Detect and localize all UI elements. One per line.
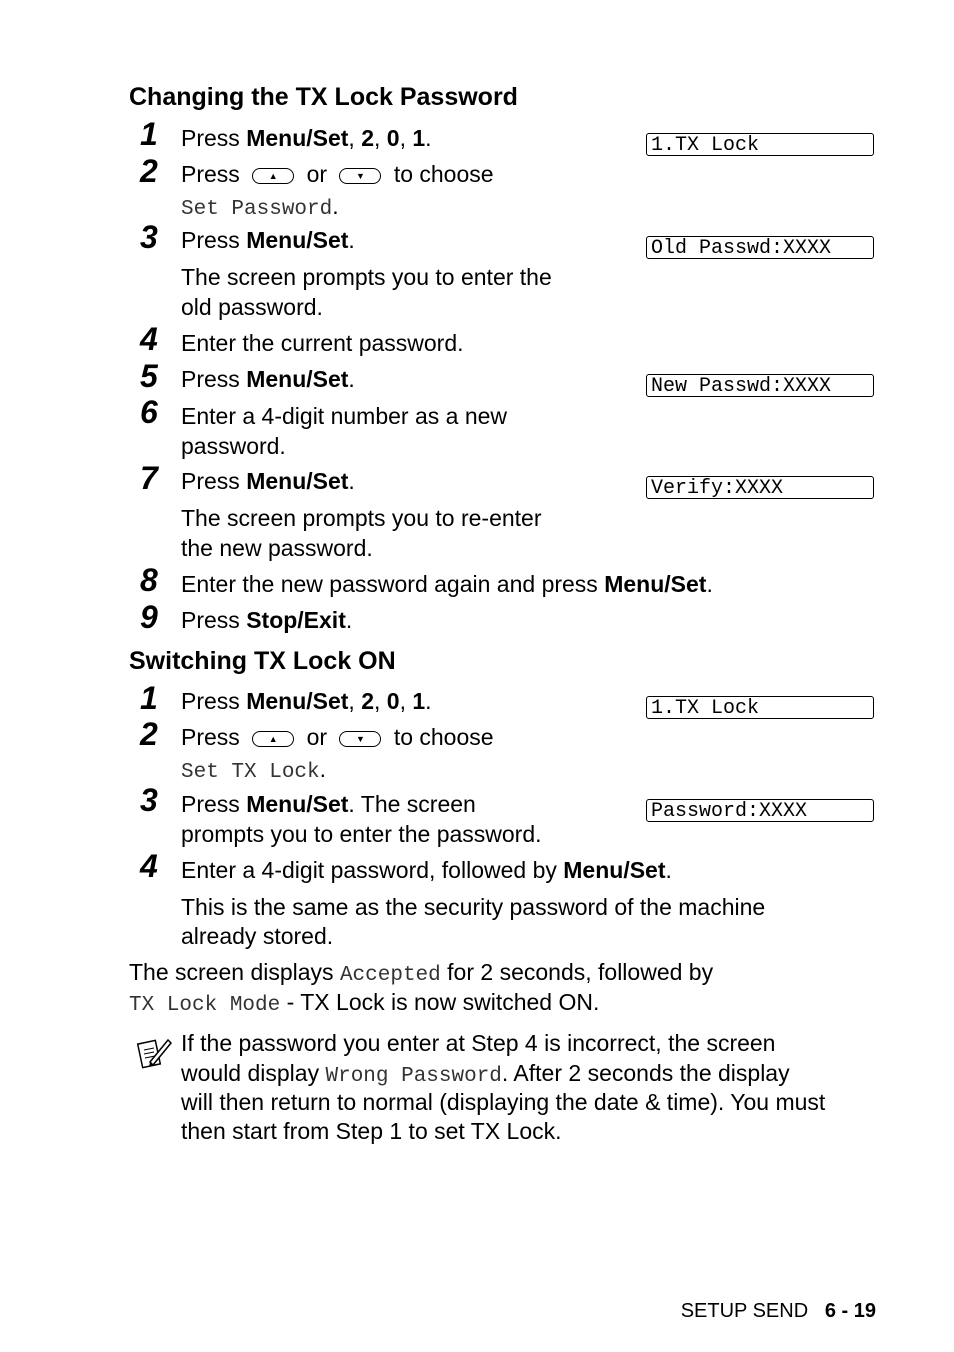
section-heading-switch-lock: Switching TX Lock ON bbox=[129, 647, 396, 675]
note-text: will then return to normal (displaying the date & time). You must bbox=[181, 1089, 826, 1115]
step-text: Press ▲ or ▼ to choose bbox=[181, 161, 494, 187]
lcd-display: 1.TX Lock bbox=[646, 133, 874, 156]
page-number: 6 - 19 bbox=[824, 1300, 876, 1322]
step-text: Press Menu/Set. bbox=[181, 468, 355, 494]
page-footer bbox=[681, 1300, 876, 1323]
step-text: password. bbox=[181, 433, 286, 459]
step-number: 6 bbox=[140, 394, 158, 430]
step-text: Press Menu/Set. The screen bbox=[181, 791, 476, 817]
step-text: Enter the new password again and press Menu/Set. bbox=[181, 571, 713, 597]
step-number: 4 bbox=[140, 321, 158, 357]
step-number: 3 bbox=[140, 782, 158, 818]
note-text: If the password you enter at Step 4 is incorrect, the screen bbox=[181, 1030, 776, 1056]
note-text: then start from Step 1 to set TX Lock. bbox=[181, 1118, 562, 1144]
step-number: 8 bbox=[140, 562, 158, 598]
step-text: Set Password. bbox=[181, 193, 339, 221]
pencil-note-icon bbox=[136, 1034, 174, 1072]
down-arrow-button-icon: ▼ bbox=[339, 168, 381, 184]
lcd-display: New Passwd:XXXX bbox=[646, 374, 874, 397]
step-note: already stored. bbox=[181, 923, 334, 949]
step-number: 2 bbox=[140, 716, 158, 752]
step-text: Enter a 4-digit number as a new bbox=[181, 403, 508, 429]
step-note: the new password. bbox=[181, 535, 373, 561]
step-text: Press Menu/Set, 2, 0, 1. bbox=[181, 688, 432, 714]
summary-text: The screen displays Accepted for 2 seconds, followed by bbox=[129, 959, 714, 987]
summary-text: TX Lock Mode - TX Lock is now switched ON. bbox=[129, 989, 600, 1017]
down-arrow-button-icon: ▼ bbox=[339, 731, 381, 747]
step-text: Enter a 4-digit password, followed by Menu/Set. bbox=[181, 857, 672, 883]
step-text: Press Menu/Set. bbox=[181, 366, 355, 392]
step-note: The screen prompts you to re-enter bbox=[181, 505, 542, 531]
section-heading-change-password: Changing the TX Lock Password bbox=[129, 83, 518, 111]
note-text: would display Wrong Password. After 2 seconds the display bbox=[181, 1060, 790, 1088]
step-text: Press Stop/Exit. bbox=[181, 607, 353, 633]
step-number: 1 bbox=[140, 116, 158, 152]
step-number: 2 bbox=[140, 153, 158, 189]
step-number: 1 bbox=[140, 680, 158, 716]
up-arrow-button-icon: ▲ bbox=[252, 168, 294, 184]
lcd-display: Old Passwd:XXXX bbox=[646, 236, 874, 259]
lcd-display: Verify:XXXX bbox=[646, 476, 874, 499]
lcd-display: Password:XXXX bbox=[646, 799, 874, 822]
up-arrow-button-icon: ▲ bbox=[252, 731, 294, 747]
step-text: prompts you to enter the password. bbox=[181, 821, 542, 847]
step-number: 5 bbox=[140, 358, 158, 394]
step-number: 9 bbox=[140, 599, 158, 635]
step-text: Press Menu/Set. bbox=[181, 227, 355, 253]
step-note: The screen prompts you to enter the bbox=[181, 264, 552, 290]
step-text: Press ▲ or ▼ to choose bbox=[181, 724, 494, 750]
step-number: 4 bbox=[140, 848, 158, 884]
step-number: 3 bbox=[140, 219, 158, 255]
step-text: Enter the current password. bbox=[181, 330, 464, 356]
step-text: Set TX Lock. bbox=[181, 756, 327, 784]
footer-section: SETUP SEND bbox=[680, 1300, 809, 1322]
lcd-display: 1.TX Lock bbox=[646, 696, 874, 719]
step-note: This is the same as the security password of the machine bbox=[181, 894, 766, 920]
step-text: Press Menu/Set, 2, 0, 1. bbox=[181, 125, 432, 151]
step-note: old password. bbox=[181, 294, 323, 320]
step-number: 7 bbox=[140, 460, 158, 496]
pencil-note-icon-svg bbox=[136, 1034, 174, 1072]
